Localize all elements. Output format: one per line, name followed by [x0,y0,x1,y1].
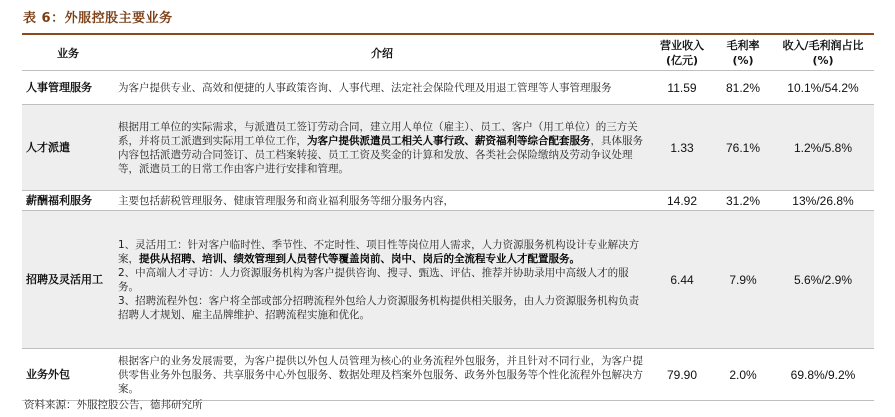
table-row [22,191,874,211]
business-intro: 主要包括薪税管理服务、健康管理服务和商业福利服务等细分服务内容， [114,191,650,211]
business-table [22,36,874,401]
business-intro: 根据用工单位的实际需求，与派遣员工签订劳动合同，建立用人单位（雇主）、员工、客户（用工单位）的三方关系，并将员工派遣到实际用工单位工作，为客户提供派遣员工相关人事行政、薪资福利等综合配套服务，具体服务内容包括派遣劳动合同签订、员工档案转接、员工工资及奖金的计算和发放、各类社会保险缴纳及劳动争议处理等，派遣员工的日常工作由客户进行安排和管理。 [114,105,650,191]
margin-value: 31.2% [714,191,772,211]
business-name: 薪酬福利服务 [22,191,114,211]
table-title: 表 6：外服控股主要业务 [23,11,173,26]
margin-value: 2.0% [714,349,772,401]
share-value: 69.8%/9.2% [772,349,874,401]
margin-value: 76.1% [714,105,772,191]
share-value: 13%/26.8% [772,191,874,211]
intro-paragraph: 3、招聘流程外包：客户将全部或部分招聘流程外包给人力资源服务机构提供相关服务，由人力资源服务机构负责招聘人才规划、雇主品牌维护、招聘流程实施和优化。 [118,294,640,321]
intro-paragraph: 2、中高端人才寻访：人力资源服务机构为客户提供咨询、搜寻、甄选、评估、推荐并协助录用中高级人才的服务。 [118,266,629,293]
revenue-value: 14.92 [650,191,714,211]
revenue-value: 11.59 [650,71,714,105]
table-row [22,105,874,191]
table-row [22,349,874,401]
revenue-value: 1.33 [650,105,714,191]
top-rule [22,33,874,35]
header-row [22,36,874,71]
business-name: 人事管理服务 [22,71,114,105]
table-row [22,211,874,349]
table-row [22,71,874,105]
share-value: 1.2%/5.8% [772,105,874,191]
business-intro: 根据客户的业务发展需要，为客户提供以外包人员管理为核心的业务流程外包服务，并且针对不同行业，为客户提供零售业务外包服务、共享服务中心外包服务、数据处理及档案外包服务、政务外包服务等个性化流程外包解决方案。 [114,349,650,401]
revenue-value: 79.90 [650,349,714,401]
revenue-value: 6.44 [650,211,714,349]
header-business: 业务 [22,36,114,71]
header-intro: 介绍 [114,36,650,71]
header-revenue: 营业收入 (亿元) [650,36,714,71]
header-margin: 毛利率 (%) [714,36,772,71]
margin-value: 7.9% [714,211,772,349]
share-value: 10.1%/54.2% [772,71,874,105]
business-name: 业务外包 [22,349,114,401]
intro-paragraph: 1、灵活用工：针对客户临时性、季节性、不定时性、项目性等岗位用人需求，人力资源服务机构设计专业解决方案，提供从招聘、培训、绩效管理到人员替代等覆盖岗前、岗中、岗后的全流程专业人才配置服务。 [118,238,640,265]
share-value: 5.6%/2.9% [772,211,874,349]
margin-value: 81.2% [714,71,772,105]
business-name: 人才派遣 [22,105,114,191]
business-name: 招聘及灵活用工 [22,211,114,349]
source-note: 资料来源：外服控股公告，德邦研究所 [24,399,203,411]
header-share: 收入/毛利润占比 (%) [772,36,874,71]
business-intro: 为客户提供专业、高效和便捷的人事政策咨询、人事代理、法定社会保险代理及用退工管理等人事管理服务 [114,71,650,105]
business-intro [114,211,650,349]
